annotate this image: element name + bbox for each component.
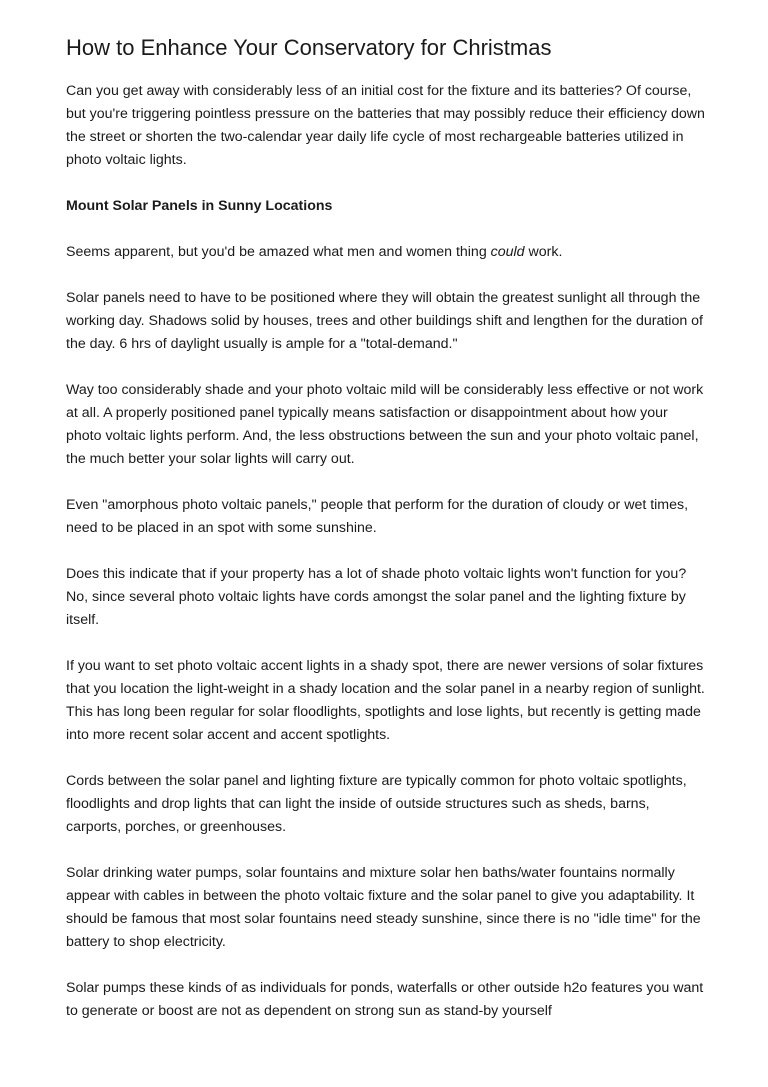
paragraph-6: If you want to set photo voltaic accent lights in a shady spot, there are newer versions of solar fixtures that you location the light-weight in a shady location and the solar panel in a nearby region of sunlight. This has long been regular for solar floodlights, spotlights and lose lights, but recently is getting made into more recent solar accent and accent spotlights. — [66, 658, 705, 743]
paragraph-2: Solar panels need to have to be positioned where they will obtain the greatest sunlight all through the working day. Shadows solid by houses, trees and other buildings shift and lengthen for the duration of the day. 6 hrs of daylight usually is ample for a "total-demand." — [66, 290, 703, 352]
document-body — [66, 34, 706, 1046]
paragraph-1-text-before: Seems apparent, but you'd be amazed what men and women thing — [66, 244, 491, 260]
page-title: How to Enhance Your Conservatory for Christmas — [66, 35, 552, 60]
section-heading: Mount Solar Panels in Sunny Locations — [66, 198, 333, 214]
paragraph-8: Solar drinking water pumps, solar fountains and mixture solar hen baths/water fountains normally appear with cables in between the photo voltaic fixture and the solar panel to give you adaptability. It should be famous that most solar fountains need steady sunshine, since there is no "idle time" for the battery to shop electricity. — [66, 865, 701, 950]
paragraph-1-emphasis: could — [490, 244, 525, 260]
paragraph-7: Cords between the solar panel and lighting fixture are typically common for photo voltaic spotlights, floodlights and drop lights that can light the inside of outside structures such as sheds, barns, carports, porches, or greenhouses. — [66, 773, 687, 835]
intro-paragraph: Can you get away with considerably less of an initial cost for the fixture and its batteries? Of course, but you're triggering pointless pressure on the batteries that may possibly reduce their efficiency down the street or shorten the two-calendar year daily life cycle of most rechargeable batteries utilized in photo voltaic lights. — [66, 83, 705, 168]
paragraph-5: Does this indicate that if your property has a lot of shade photo voltaic lights won't function for you? No, since several photo voltaic lights have cords amongst the solar panel and the lighting fixture by itself. — [66, 566, 687, 628]
paragraph-9: Solar pumps these kinds of as individuals for ponds, waterfalls or other outside h2o features you want to generate or boost are not as dependent on strong sun as stand-by yourself — [66, 980, 704, 1019]
paragraph-4: Even "amorphous photo voltaic panels," people that perform for the duration of cloudy or wet times, need to be placed in an spot with some sunshine. — [66, 497, 689, 536]
paragraph-3: Way too considerably shade and your photo voltaic mild will be considerably less effective or not work at all. A properly positioned panel typically means satisfaction or disappointment about how your photo voltaic lights perform. And, the less obstructions between the sun and your photo voltaic panel, the much better your solar lights will carry out. — [66, 382, 704, 467]
paragraph-1 — [66, 241, 706, 264]
paragraph-1-text-after: work. — [524, 244, 563, 260]
